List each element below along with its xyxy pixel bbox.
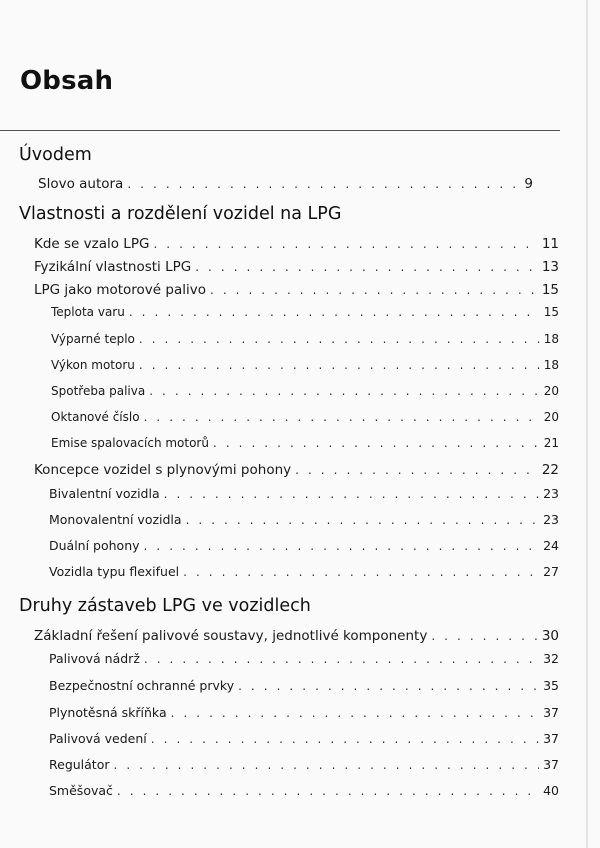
toc-entry-koncepce-vozidel[interactable] (34, 462, 559, 482)
toc-entry-page: 27 (543, 564, 559, 579)
toc-entry-page: 35 (543, 678, 559, 693)
toc-entry-label: LPG jako motorové palivo (34, 282, 206, 298)
toc-entry-page: 37 (543, 757, 559, 772)
toc-entry-label: Výparné teplo (51, 332, 135, 346)
toc-entry-vykon-motoru[interactable] (51, 358, 559, 378)
toc-entry-lpg-motorove-palivo[interactable] (34, 282, 559, 302)
dot-leader (127, 177, 515, 191)
toc-entry-oktanove-cislo[interactable] (51, 410, 559, 430)
toc-entry-label: Palivová nádrž (49, 651, 140, 666)
toc-entry-label: Výkon motoru (51, 358, 135, 372)
toc-entry-label: Bivalentní vozidla (49, 486, 160, 501)
toc-entry-flexifuel[interactable] (49, 564, 559, 584)
dot-leader (117, 784, 539, 798)
dot-leader (171, 706, 539, 720)
toc-entry-bezpecnostni-prvky[interactable] (49, 678, 559, 698)
dot-leader (139, 358, 540, 372)
toc-entry-label: Emise spalovacích motorů (51, 436, 209, 450)
toc-entry-smesovac[interactable] (49, 783, 559, 803)
toc-entry-page: 18 (543, 332, 559, 346)
toc-entry-page: 20 (543, 384, 559, 398)
chapter-heading-uvodem: Úvodem (19, 145, 92, 165)
toc-entry-palivova-vedeni[interactable] (49, 731, 559, 751)
dot-leader (431, 629, 537, 643)
toc-entry-page: 9 (524, 176, 533, 192)
toc-entry-plynotesna-skrinka[interactable] (49, 705, 559, 725)
toc-entry-page: 21 (543, 436, 559, 450)
dot-leader (186, 513, 540, 527)
dot-leader (164, 487, 539, 501)
toc-entry-label: Koncepce vozidel s plynovými pohony (34, 462, 292, 478)
toc-entry-label: Směšovač (49, 783, 113, 798)
dot-leader (144, 539, 540, 553)
dot-leader (144, 652, 539, 666)
toc-entry-emise[interactable] (51, 436, 559, 456)
toc-entry-label: Slovo autora (38, 176, 124, 192)
toc-entry-palivova-nadrz[interactable] (49, 651, 559, 671)
toc-entry-label: Spotřeba paliva (51, 384, 146, 398)
toc-entry-page: 37 (543, 731, 559, 746)
dot-leader (210, 283, 538, 297)
toc-entry-fyzikalni-vlastnosti[interactable] (34, 259, 559, 279)
toc-entry-label: Teplota varu (51, 305, 125, 319)
toc-entry-label: Kde se vzalo LPG (34, 236, 150, 252)
toc-entry-page: 40 (543, 783, 559, 798)
toc-entry-page: 32 (543, 651, 559, 666)
toc-entry-teplota-varu[interactable] (51, 305, 559, 325)
toc-entry-label: Vozidla typu flexifuel (49, 564, 180, 579)
toc-entry-page: 13 (541, 259, 559, 275)
toc-entry-label: Regulátor (49, 757, 110, 772)
dot-leader (151, 732, 539, 746)
toc-entry-bivalentni-vozidla[interactable] (49, 486, 559, 506)
toc-entry-page: 20 (543, 410, 559, 424)
toc-entry-label: Plynotěsná skříňka (49, 705, 167, 720)
toc-entry-page: 23 (543, 486, 559, 501)
dot-leader (139, 332, 540, 346)
toc-entry-spotreba-paliva[interactable] (51, 384, 559, 404)
chapter-heading-druhy-zastaveb: Druhy zástaveb LPG ve vozidlech (19, 596, 311, 616)
dot-leader (144, 410, 540, 424)
dot-leader (183, 565, 539, 579)
toc-entry-page: 23 (543, 512, 559, 527)
dot-leader (114, 758, 540, 772)
toc-entry-page: 11 (541, 236, 559, 252)
toc-entry-vyparne-teplo[interactable] (51, 332, 559, 352)
toc-entry-label: Palivová vedení (49, 731, 147, 746)
toc-entry-monovalentni-vozidla[interactable] (49, 512, 559, 532)
dot-leader (153, 237, 537, 251)
dot-leader (213, 436, 540, 450)
chapter-heading-vlastnosti: Vlastnosti a rozdělení vozidel na LPG (19, 204, 342, 224)
dot-leader (238, 679, 539, 693)
toc-entry-page: 24 (543, 538, 559, 553)
toc-entry-label: Fyzikální vlastnosti LPG (34, 259, 192, 275)
toc-entry-page: 30 (541, 628, 559, 644)
toc-entry-page: 22 (541, 462, 559, 478)
page-title: Obsah (20, 66, 114, 96)
dot-leader (195, 260, 538, 274)
toc-entry-dualni-pohony[interactable] (49, 538, 559, 558)
toc-entry-label: Oktanové číslo (51, 410, 140, 424)
toc-entry-label: Základní řešení palivové soustavy, jednotlivé komponenty (34, 628, 428, 644)
toc-entry-regulator[interactable] (49, 757, 559, 777)
dot-leader (295, 463, 538, 477)
toc-entry-page: 37 (543, 705, 559, 720)
toc-entry-page: 15 (543, 305, 559, 319)
toc-entry-label: Bezpečnostní ochranné prvky (49, 678, 235, 693)
title-rule (0, 130, 560, 131)
toc-entry-page: 18 (543, 358, 559, 372)
toc-entry-page: 15 (541, 282, 559, 298)
dot-leader (129, 305, 540, 319)
toc-entry-slovo-autora[interactable] (38, 176, 533, 196)
toc-entry-zakladni-reseni[interactable] (34, 628, 559, 648)
toc-entry-label: Monovalentní vozidla (49, 512, 182, 527)
toc-entry-kde-se-vzalo-lpg[interactable] (34, 236, 559, 256)
page-edge-shadow (586, 0, 588, 848)
toc-entry-label: Duální pohony (49, 538, 140, 553)
dot-leader (149, 384, 540, 398)
